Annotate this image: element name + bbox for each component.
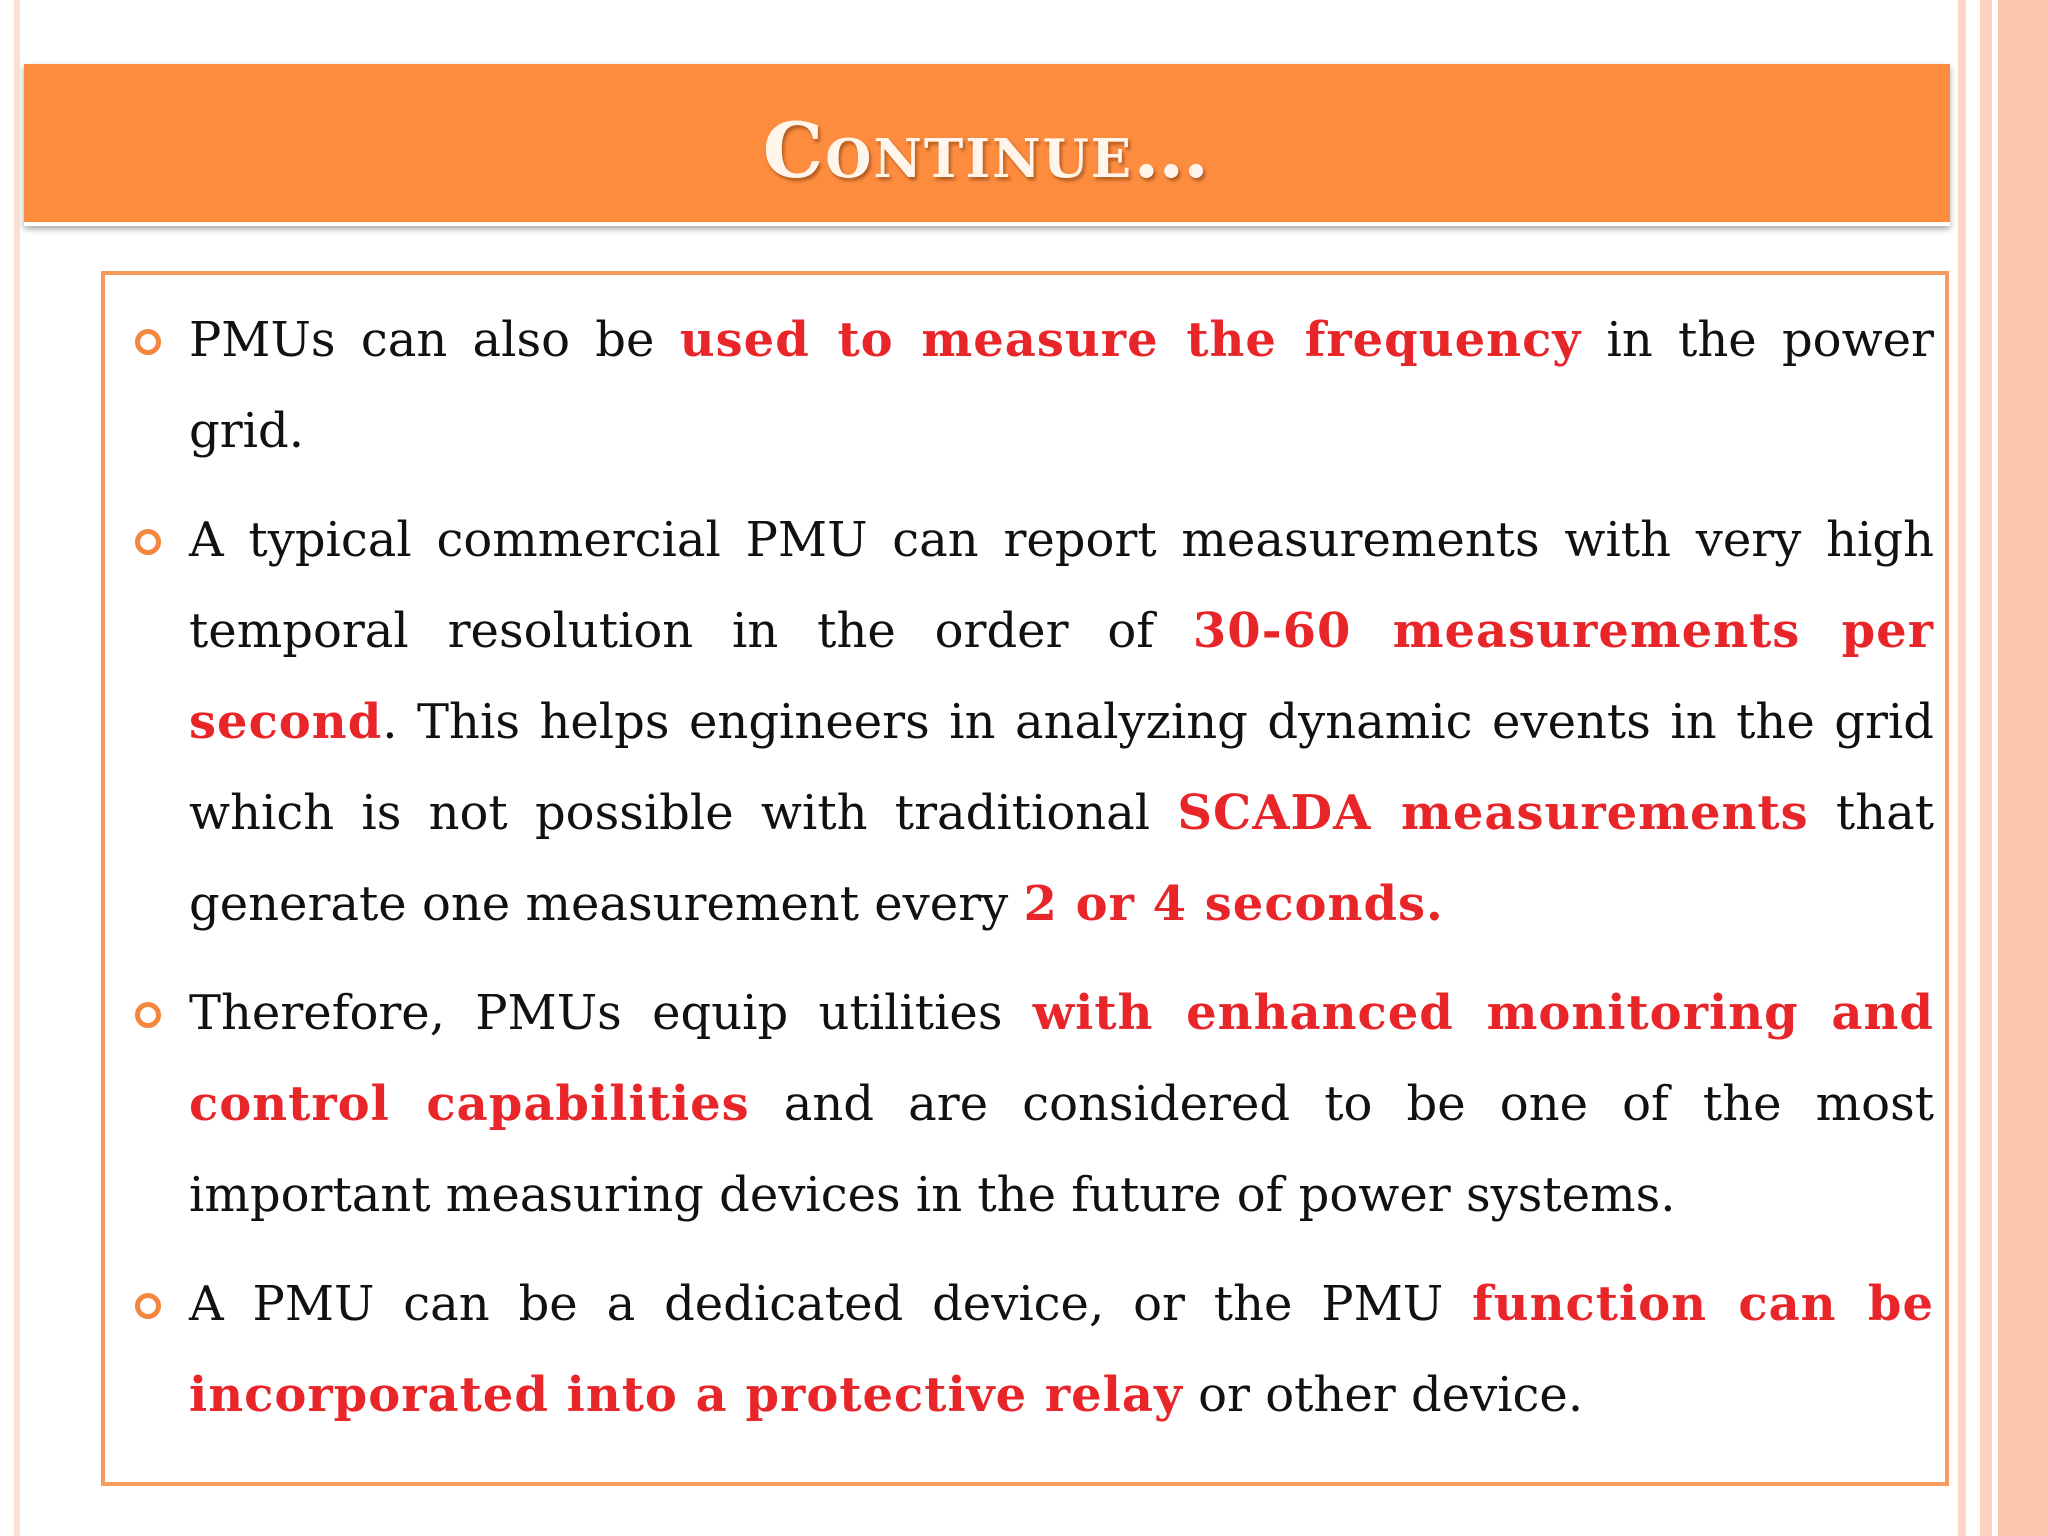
bullet-list [189, 295, 1934, 1459]
highlighted-text: used to measure the frequency [679, 312, 1582, 368]
bullet-item [189, 968, 1934, 1241]
highlighted-text: SCADA measurements [1177, 785, 1809, 841]
body-text: or other device. [1182, 1367, 1584, 1423]
slide-frame-right-gap [1966, 0, 1980, 1536]
bullet-item [189, 1259, 1934, 1441]
body-text: A typical commercial PMU can report measurements with very high temporal resolution in the order of [189, 512, 1934, 659]
circle-bullet-icon [135, 1293, 161, 1319]
body-text: PMUs can also be [189, 312, 680, 368]
body-text: . This helps engineers in analyzing dynamic events in the grid which is not possible with traditional [189, 694, 1934, 841]
slide-frame-right [1958, 0, 1966, 1536]
body-text: that generate one measurement every [189, 785, 1935, 932]
body-text: in the power grid. [189, 312, 1935, 459]
slide-frame-left [14, 0, 20, 1536]
body-text: Therefore, PMUs equip utilities [189, 985, 1033, 1041]
slide-title: Continue… [762, 106, 1212, 195]
highlighted-text: 30-60 measurements per second [189, 603, 1934, 750]
bullet-item [189, 295, 1934, 477]
body-text: A PMU can be a dedicated device, or the PMU [189, 1276, 1473, 1332]
circle-bullet-icon [135, 1002, 161, 1028]
highlighted-text: with enhanced monitoring and control capabilities [189, 985, 1934, 1132]
title-bar [24, 64, 1950, 226]
body-text: and are considered to be one of the most important measuring devices in the future of power systems. [189, 1076, 1934, 1223]
circle-bullet-icon [135, 329, 161, 355]
highlighted-text: 2 or 4 seconds. [1023, 876, 1444, 932]
bullet-item [189, 495, 1934, 950]
content-box [101, 271, 1949, 1486]
slide-frame-right-stripes [1980, 0, 2048, 1536]
circle-bullet-icon [135, 529, 161, 555]
highlighted-text: function can be incorporated into a protective relay [189, 1276, 1934, 1423]
